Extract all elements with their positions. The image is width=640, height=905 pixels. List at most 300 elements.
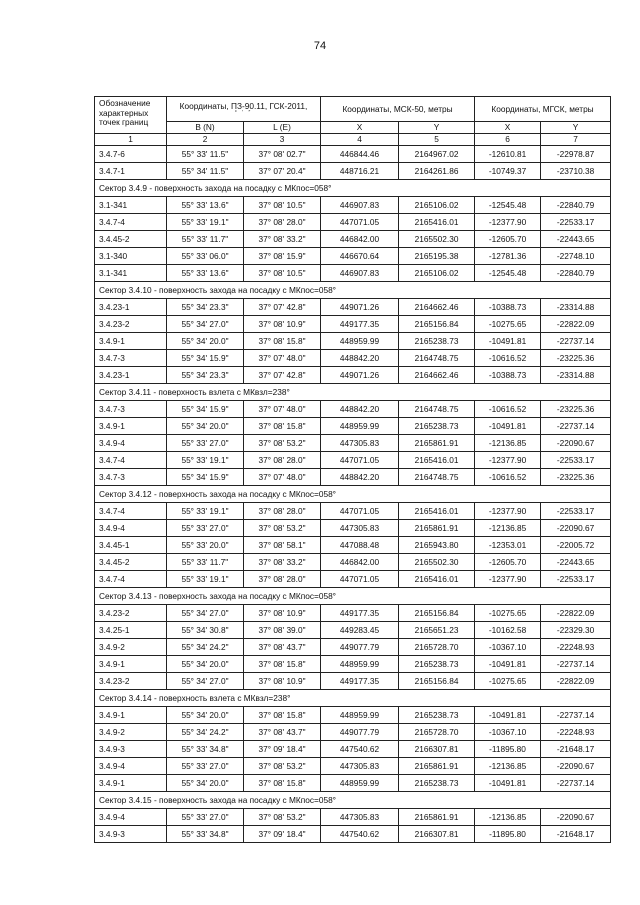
coordinate-cell: 2165238.73 — [399, 707, 475, 724]
point-id-cell: 3.4.9-1 — [95, 418, 167, 435]
coordinate-cell: -23314.88 — [541, 299, 611, 316]
table-row — [95, 469, 611, 486]
coordinate-cell: 447305.83 — [321, 435, 399, 452]
coordinate-cell: 55° 34' 27.0" — [167, 316, 244, 333]
coordinate-cell: 449071.26 — [321, 367, 399, 384]
coordinate-cell: 447088.48 — [321, 537, 399, 554]
table-row — [95, 673, 611, 690]
coordinate-cell: 37° 08' 58.1" — [244, 537, 321, 554]
coordinate-cell: -12545.48 — [475, 197, 541, 214]
coordinate-cell: 37° 07' 42.8" — [244, 299, 321, 316]
coordinate-cell: 37° 08' 10.5" — [244, 197, 321, 214]
point-id-cell: 3.4.25-1 — [95, 622, 167, 639]
section-row — [95, 792, 611, 809]
point-id-cell: 3.4.45-2 — [95, 554, 167, 571]
coordinate-cell: 2164261.86 — [399, 163, 475, 180]
point-id-cell: 3.4.23-1 — [95, 367, 167, 384]
point-id-cell: 3.4.7-4 — [95, 571, 167, 588]
coordinate-cell: -10616.52 — [475, 469, 541, 486]
column-number-cell: 3 — [244, 134, 321, 146]
column-number-cell: 5 — [399, 134, 475, 146]
coordinate-cell: 448959.99 — [321, 707, 399, 724]
coordinate-cell: -22090.67 — [541, 435, 611, 452]
coordinate-cell: -22533.17 — [541, 503, 611, 520]
point-id-cell: 3.4.9-1 — [95, 775, 167, 792]
header-coords-pz-units: ° ′ ″ — [234, 109, 253, 116]
subheader-cell: X — [475, 122, 541, 134]
subheader-cell: B (N) — [167, 122, 244, 134]
coordinate-cell: 55° 33' 34.8" — [167, 826, 244, 843]
coordinate-cell: 446907.83 — [321, 197, 399, 214]
coordinate-cell: -23314.88 — [541, 367, 611, 384]
column-number-cell: 4 — [321, 134, 399, 146]
coordinate-cell: 448842.20 — [321, 469, 399, 486]
point-id-cell: 3.4.7-4 — [95, 214, 167, 231]
coordinate-cell: 37° 08' 28.0" — [244, 503, 321, 520]
coordinate-cell: 37° 08' 02.7" — [244, 146, 321, 163]
table-row — [95, 707, 611, 724]
coordinate-cell: 2165238.73 — [399, 333, 475, 350]
section-row — [95, 486, 611, 503]
coordinate-cell: 2165728.70 — [399, 639, 475, 656]
table-row — [95, 826, 611, 843]
coordinate-cell: -22822.09 — [541, 673, 611, 690]
coordinate-cell: 2165156.84 — [399, 316, 475, 333]
coordinate-cell: 55° 33' 13.6" — [167, 265, 244, 282]
coordinate-cell: -10367.10 — [475, 724, 541, 741]
coordinate-cell: -10491.81 — [475, 775, 541, 792]
subheader-cell: X — [321, 122, 399, 134]
coordinate-cell: -22737.14 — [541, 707, 611, 724]
coordinate-cell: -22248.93 — [541, 724, 611, 741]
coordinate-cell: 449177.35 — [321, 605, 399, 622]
coordinate-cell: -10616.52 — [475, 401, 541, 418]
coordinate-cell: 2165416.01 — [399, 571, 475, 588]
section-title: Сектор 3.4.12 - поверхность захода на посадку с МКпос=058° — [95, 486, 611, 503]
coordinate-cell: 37° 07' 48.0" — [244, 401, 321, 418]
coordinate-cell: 55° 34' 15.9" — [167, 401, 244, 418]
coordinate-cell: 55° 34' 24.2" — [167, 639, 244, 656]
header-point-designation: Обозначение характерных точек границ — [95, 97, 167, 134]
coordinate-cell: -22090.67 — [541, 520, 611, 537]
coordinate-cell: -11895.80 — [475, 741, 541, 758]
coordinate-cell: 2165502.30 — [399, 554, 475, 571]
point-id-cell: 3.4.9-4 — [95, 435, 167, 452]
coordinate-cell: 447071.05 — [321, 452, 399, 469]
coordinate-cell: 55° 34' 15.9" — [167, 469, 244, 486]
table-row — [95, 520, 611, 537]
coordinate-cell: -12605.70 — [475, 554, 541, 571]
coordinate-cell: -23225.36 — [541, 469, 611, 486]
coordinate-cell: -10616.52 — [475, 350, 541, 367]
coordinate-cell: -22533.17 — [541, 571, 611, 588]
coordinate-cell: 449177.35 — [321, 316, 399, 333]
coordinate-cell: 37° 08' 15.8" — [244, 775, 321, 792]
coordinate-cell: 37° 07' 48.0" — [244, 350, 321, 367]
coordinate-cell: 2166307.81 — [399, 826, 475, 843]
table-row — [95, 197, 611, 214]
coordinate-cell: 37° 08' 28.0" — [244, 214, 321, 231]
coordinate-cell: 2164662.46 — [399, 367, 475, 384]
table-row — [95, 741, 611, 758]
coordinate-cell: 55° 34' 20.0" — [167, 333, 244, 350]
coordinate-cell: -23225.36 — [541, 401, 611, 418]
coordinate-cell: -22840.79 — [541, 197, 611, 214]
coordinate-cell: -12136.85 — [475, 809, 541, 826]
coordinate-cell: 2165861.91 — [399, 809, 475, 826]
point-id-cell: 3.4.7-3 — [95, 469, 167, 486]
point-id-cell: 3.1-340 — [95, 248, 167, 265]
coordinate-cell: -10367.10 — [475, 639, 541, 656]
coordinate-cell: 37° 08' 15.8" — [244, 656, 321, 673]
coordinate-cell: -22737.14 — [541, 333, 611, 350]
coordinate-cell: 448959.99 — [321, 656, 399, 673]
coordinate-cell: 2165238.73 — [399, 656, 475, 673]
coordinate-cell: 37° 08' 39.0" — [244, 622, 321, 639]
coordinate-cell: 55° 33' 27.0" — [167, 758, 244, 775]
coordinate-cell: 448716.21 — [321, 163, 399, 180]
table-row — [95, 214, 611, 231]
coordinate-cell: 2165861.91 — [399, 758, 475, 775]
column-number-cell: 2 — [167, 134, 244, 146]
coordinate-cell: 448959.99 — [321, 418, 399, 435]
coordinate-cell: 446842.00 — [321, 231, 399, 248]
coordinate-cell: -12377.90 — [475, 214, 541, 231]
coordinate-cell: -12605.70 — [475, 231, 541, 248]
coordinate-cell: 55° 34' 11.5" — [167, 163, 244, 180]
table-row — [95, 452, 611, 469]
column-number-cell: 7 — [541, 134, 611, 146]
coordinate-cell: -22840.79 — [541, 265, 611, 282]
coordinate-cell: 2165861.91 — [399, 435, 475, 452]
point-id-cell: 3.4.9-1 — [95, 333, 167, 350]
table-body — [95, 146, 611, 843]
coordinate-cell: -12136.85 — [475, 520, 541, 537]
coordinate-cell: -10275.65 — [475, 316, 541, 333]
coordinate-cell: 55° 33' 19.1" — [167, 503, 244, 520]
point-id-cell: 3.1-341 — [95, 197, 167, 214]
coordinate-cell: -22978.87 — [541, 146, 611, 163]
table-row — [95, 809, 611, 826]
coordinate-cell: 37° 08' 33.2" — [244, 231, 321, 248]
coordinate-cell: 55° 34' 20.0" — [167, 656, 244, 673]
coordinate-cell: 446844.46 — [321, 146, 399, 163]
coordinate-cell: 446670.64 — [321, 248, 399, 265]
point-id-cell: 3.4.23-2 — [95, 673, 167, 690]
coordinate-cell: -21648.17 — [541, 741, 611, 758]
point-id-cell: 3.4.23-1 — [95, 299, 167, 316]
table-row — [95, 503, 611, 520]
subheader-cell: L (E) — [244, 122, 321, 134]
table-subheader-row — [95, 122, 611, 134]
point-id-cell: 3.4.7-1 — [95, 163, 167, 180]
table-row — [95, 758, 611, 775]
coordinate-cell: 37° 08' 53.2" — [244, 758, 321, 775]
coordinate-cell: 447071.05 — [321, 571, 399, 588]
coordinate-cell: 55° 34' 23.3" — [167, 367, 244, 384]
coordinate-cell: 37° 08' 15.8" — [244, 418, 321, 435]
column-number-cell: 1 — [95, 134, 167, 146]
coordinate-cell: 2164662.46 — [399, 299, 475, 316]
coordinate-cell: 55° 34' 20.0" — [167, 418, 244, 435]
table-row — [95, 622, 611, 639]
table-header-row — [95, 97, 611, 122]
table-row — [95, 231, 611, 248]
section-title: Сектор 3.4.14 - поверхность взлета с МКвзл=238° — [95, 690, 611, 707]
coordinate-cell: -22737.14 — [541, 418, 611, 435]
coordinate-cell: 2165156.84 — [399, 673, 475, 690]
table-row — [95, 435, 611, 452]
point-id-cell: 3.1-341 — [95, 265, 167, 282]
coordinate-cell: -22822.09 — [541, 316, 611, 333]
coordinate-cell: 55° 34' 30.8" — [167, 622, 244, 639]
coordinate-cell: -12136.85 — [475, 435, 541, 452]
coordinate-cell: -10491.81 — [475, 333, 541, 350]
section-row — [95, 282, 611, 299]
coordinate-cell: 2165156.84 — [399, 605, 475, 622]
table-row — [95, 571, 611, 588]
coordinate-cell: 37° 08' 33.2" — [244, 554, 321, 571]
point-id-cell: 3.4.45-2 — [95, 231, 167, 248]
table-row — [95, 163, 611, 180]
section-title: Сектор 3.4.13 - поверхность захода на посадку с МКпос=058° — [95, 588, 611, 605]
coordinate-cell: 2165416.01 — [399, 452, 475, 469]
coordinate-cell: 55° 33' 06.0" — [167, 248, 244, 265]
coordinate-cell: 55° 34' 15.9" — [167, 350, 244, 367]
coordinate-cell: 2164748.75 — [399, 350, 475, 367]
coordinate-cell: -10491.81 — [475, 418, 541, 435]
coordinate-cell: 447305.83 — [321, 520, 399, 537]
coordinate-cell: -22533.17 — [541, 214, 611, 231]
point-id-cell: 3.4.7-3 — [95, 350, 167, 367]
coordinate-cell: -23710.38 — [541, 163, 611, 180]
point-id-cell: 3.4.9-4 — [95, 520, 167, 537]
coordinate-cell: 2165943.80 — [399, 537, 475, 554]
point-id-cell: 3.4.9-2 — [95, 639, 167, 656]
point-id-cell: 3.4.45-1 — [95, 537, 167, 554]
point-id-cell: 3.4.9-1 — [95, 656, 167, 673]
table-row — [95, 299, 611, 316]
point-id-cell: 3.4.7-4 — [95, 452, 167, 469]
table-row — [95, 316, 611, 333]
coordinate-cell: 449077.79 — [321, 639, 399, 656]
coordinate-cell: 37° 07' 20.4" — [244, 163, 321, 180]
table-row — [95, 775, 611, 792]
coordinate-cell: 446842.00 — [321, 554, 399, 571]
coordinate-cell: 37° 08' 10.9" — [244, 673, 321, 690]
header-coords-msk: Координаты, МСК-50, метры — [321, 97, 475, 122]
coordinate-cell: 2164748.75 — [399, 401, 475, 418]
coordinate-cell: 2165238.73 — [399, 418, 475, 435]
coordinate-cell: 55° 34' 20.0" — [167, 775, 244, 792]
coordinate-cell: 55° 34' 20.0" — [167, 707, 244, 724]
coordinate-cell: 37° 08' 28.0" — [244, 452, 321, 469]
header-coords-mgsk: Координаты, МГСК, метры — [475, 97, 611, 122]
coordinate-cell: 37° 08' 43.7" — [244, 724, 321, 741]
coordinate-cell: -22248.93 — [541, 639, 611, 656]
coordinate-cell: 55° 34' 24.2" — [167, 724, 244, 741]
section-row — [95, 384, 611, 401]
coordinate-cell: 449283.45 — [321, 622, 399, 639]
coordinate-cell: -10275.65 — [475, 605, 541, 622]
subheader-cell: Y — [541, 122, 611, 134]
coordinate-cell: -12781.36 — [475, 248, 541, 265]
coordinate-cell: 37° 08' 28.0" — [244, 571, 321, 588]
coordinate-cell: 2165106.02 — [399, 197, 475, 214]
coordinate-cell: 447540.62 — [321, 826, 399, 843]
coordinate-cell: 37° 08' 53.2" — [244, 520, 321, 537]
coordinate-cell: -12610.81 — [475, 146, 541, 163]
table-row — [95, 350, 611, 367]
coordinate-cell: 55° 33' 27.0" — [167, 520, 244, 537]
coordinate-cell: 55° 34' 27.0" — [167, 605, 244, 622]
coordinate-cell: -10275.65 — [475, 673, 541, 690]
coordinate-cell: 37° 08' 15.8" — [244, 707, 321, 724]
coordinate-cell: 2165651.23 — [399, 622, 475, 639]
section-title: Сектор 3.4.9 - поверхность захода на посадку с МКпос=058° — [95, 180, 611, 197]
coordinate-cell: 55° 34' 27.0" — [167, 673, 244, 690]
table-row — [95, 537, 611, 554]
coordinate-cell: 55° 34' 23.3" — [167, 299, 244, 316]
coordinate-cell: 448842.20 — [321, 350, 399, 367]
coordinate-cell: -10388.73 — [475, 367, 541, 384]
section-title: Сектор 3.4.15 - поверхность захода на посадку с МКпос=058° — [95, 792, 611, 809]
coordinate-cell: -22737.14 — [541, 656, 611, 673]
coordinate-cell: 449177.35 — [321, 673, 399, 690]
coordinate-cell: -21648.17 — [541, 826, 611, 843]
coordinate-cell: -10388.73 — [475, 299, 541, 316]
coordinate-cell: 55° 33' 19.1" — [167, 214, 244, 231]
table-row — [95, 605, 611, 622]
coordinate-cell: 55° 33' 11.7" — [167, 554, 244, 571]
coordinate-cell: 2164967.02 — [399, 146, 475, 163]
coordinate-cell: -10491.81 — [475, 707, 541, 724]
coordinate-cell: -22329.30 — [541, 622, 611, 639]
coordinate-cell: 55° 33' 34.8" — [167, 741, 244, 758]
coordinate-cell: -22822.09 — [541, 605, 611, 622]
table-row — [95, 418, 611, 435]
coordinate-cell: 2165195.38 — [399, 248, 475, 265]
point-id-cell: 3.4.7-4 — [95, 503, 167, 520]
coordinate-cell: 2165106.02 — [399, 265, 475, 282]
coordinate-cell: 37° 08' 10.9" — [244, 605, 321, 622]
coordinate-cell: 447305.83 — [321, 758, 399, 775]
coordinate-cell: -22748.10 — [541, 248, 611, 265]
coordinate-cell: -22005.72 — [541, 537, 611, 554]
coordinate-cell: 2164748.75 — [399, 469, 475, 486]
coordinate-cell: 55° 33' 27.0" — [167, 435, 244, 452]
header-coords-pz-label: Координаты, ПЗ-90.11, ГСК-2011, — [179, 101, 308, 112]
coordinate-cell: 37° 08' 10.9" — [244, 316, 321, 333]
point-id-cell: 3.4.23-2 — [95, 605, 167, 622]
coordinate-cell: 55° 33' 19.1" — [167, 571, 244, 588]
coordinate-cell: -12377.90 — [475, 503, 541, 520]
coordinate-cell: 449071.26 — [321, 299, 399, 316]
coordinate-cell: 37° 07' 48.0" — [244, 469, 321, 486]
table-column-number-row — [95, 134, 611, 146]
coordinate-cell: -10162.58 — [475, 622, 541, 639]
page-number: 74 — [313, 40, 327, 52]
table-row — [95, 367, 611, 384]
coordinate-cell: -23225.36 — [541, 350, 611, 367]
coordinate-cell: -12136.85 — [475, 758, 541, 775]
table-row — [95, 265, 611, 282]
point-id-cell: 3.4.9-3 — [95, 741, 167, 758]
table-row — [95, 401, 611, 418]
point-id-cell: 3.4.9-2 — [95, 724, 167, 741]
point-id-cell: 3.4.9-4 — [95, 758, 167, 775]
coordinate-cell: -12377.90 — [475, 571, 541, 588]
coordinate-cell: 2165728.70 — [399, 724, 475, 741]
point-id-cell: 3.4.9-1 — [95, 707, 167, 724]
table-row — [95, 639, 611, 656]
coordinate-cell: -10749.37 — [475, 163, 541, 180]
coordinate-cell: 37° 08' 15.9" — [244, 248, 321, 265]
section-title: Сектор 3.4.10 - поверхность захода на посадку с МКпос=058° — [95, 282, 611, 299]
coordinates-table — [94, 96, 611, 843]
coordinate-cell: 446907.83 — [321, 265, 399, 282]
coordinate-cell: 37° 08' 43.7" — [244, 639, 321, 656]
table-row — [95, 248, 611, 265]
coordinate-cell: 37° 07' 42.8" — [244, 367, 321, 384]
point-id-cell: 3.4.9-3 — [95, 826, 167, 843]
section-row — [95, 690, 611, 707]
coordinate-cell: -12545.48 — [475, 265, 541, 282]
coordinate-cell: -22090.67 — [541, 758, 611, 775]
table-row — [95, 333, 611, 350]
coordinate-cell: 37° 09' 18.4" — [244, 741, 321, 758]
table-row — [95, 554, 611, 571]
coordinate-cell: 37° 08' 53.2" — [244, 435, 321, 452]
coordinate-cell: -12377.90 — [475, 452, 541, 469]
coordinate-cell: 37° 09' 18.4" — [244, 826, 321, 843]
coordinate-cell: 2166307.81 — [399, 741, 475, 758]
coordinate-cell: 448959.99 — [321, 775, 399, 792]
coordinate-cell: 447071.05 — [321, 503, 399, 520]
coordinate-cell: 55° 33' 19.1" — [167, 452, 244, 469]
coordinate-cell: 37° 08' 10.5" — [244, 265, 321, 282]
table-row — [95, 724, 611, 741]
coordinate-cell: 449077.79 — [321, 724, 399, 741]
point-id-cell: 3.4.9-4 — [95, 809, 167, 826]
coordinate-cell: -22443.65 — [541, 231, 611, 248]
coordinate-cell: 448842.20 — [321, 401, 399, 418]
coordinate-cell: -12353.01 — [475, 537, 541, 554]
coordinate-cell: 55° 33' 11.5" — [167, 146, 244, 163]
coordinate-cell: -11895.80 — [475, 826, 541, 843]
coordinate-cell: 2165861.91 — [399, 520, 475, 537]
section-row — [95, 588, 611, 605]
header-coords-pz — [167, 97, 321, 122]
coordinate-cell: 447071.05 — [321, 214, 399, 231]
subheader-cell: Y — [399, 122, 475, 134]
table-row — [95, 146, 611, 163]
point-id-cell: 3.4.23-2 — [95, 316, 167, 333]
coordinate-cell: 55° 33' 20.0" — [167, 537, 244, 554]
coordinate-cell: -22737.14 — [541, 775, 611, 792]
coordinate-cell: 447540.62 — [321, 741, 399, 758]
coordinate-cell: -10491.81 — [475, 656, 541, 673]
point-id-cell: 3.4.7-6 — [95, 146, 167, 163]
coordinate-cell: 55° 33' 27.0" — [167, 809, 244, 826]
coordinate-cell: 55° 33' 13.6" — [167, 197, 244, 214]
coordinate-cell: 37° 08' 53.2" — [244, 809, 321, 826]
section-title: Сектор 3.4.11 - поверхность взлета с МКвзл=238° — [95, 384, 611, 401]
coordinate-cell: 2165502.30 — [399, 231, 475, 248]
coordinate-cell: -22533.17 — [541, 452, 611, 469]
coordinate-cell: 447305.83 — [321, 809, 399, 826]
section-row — [95, 180, 611, 197]
